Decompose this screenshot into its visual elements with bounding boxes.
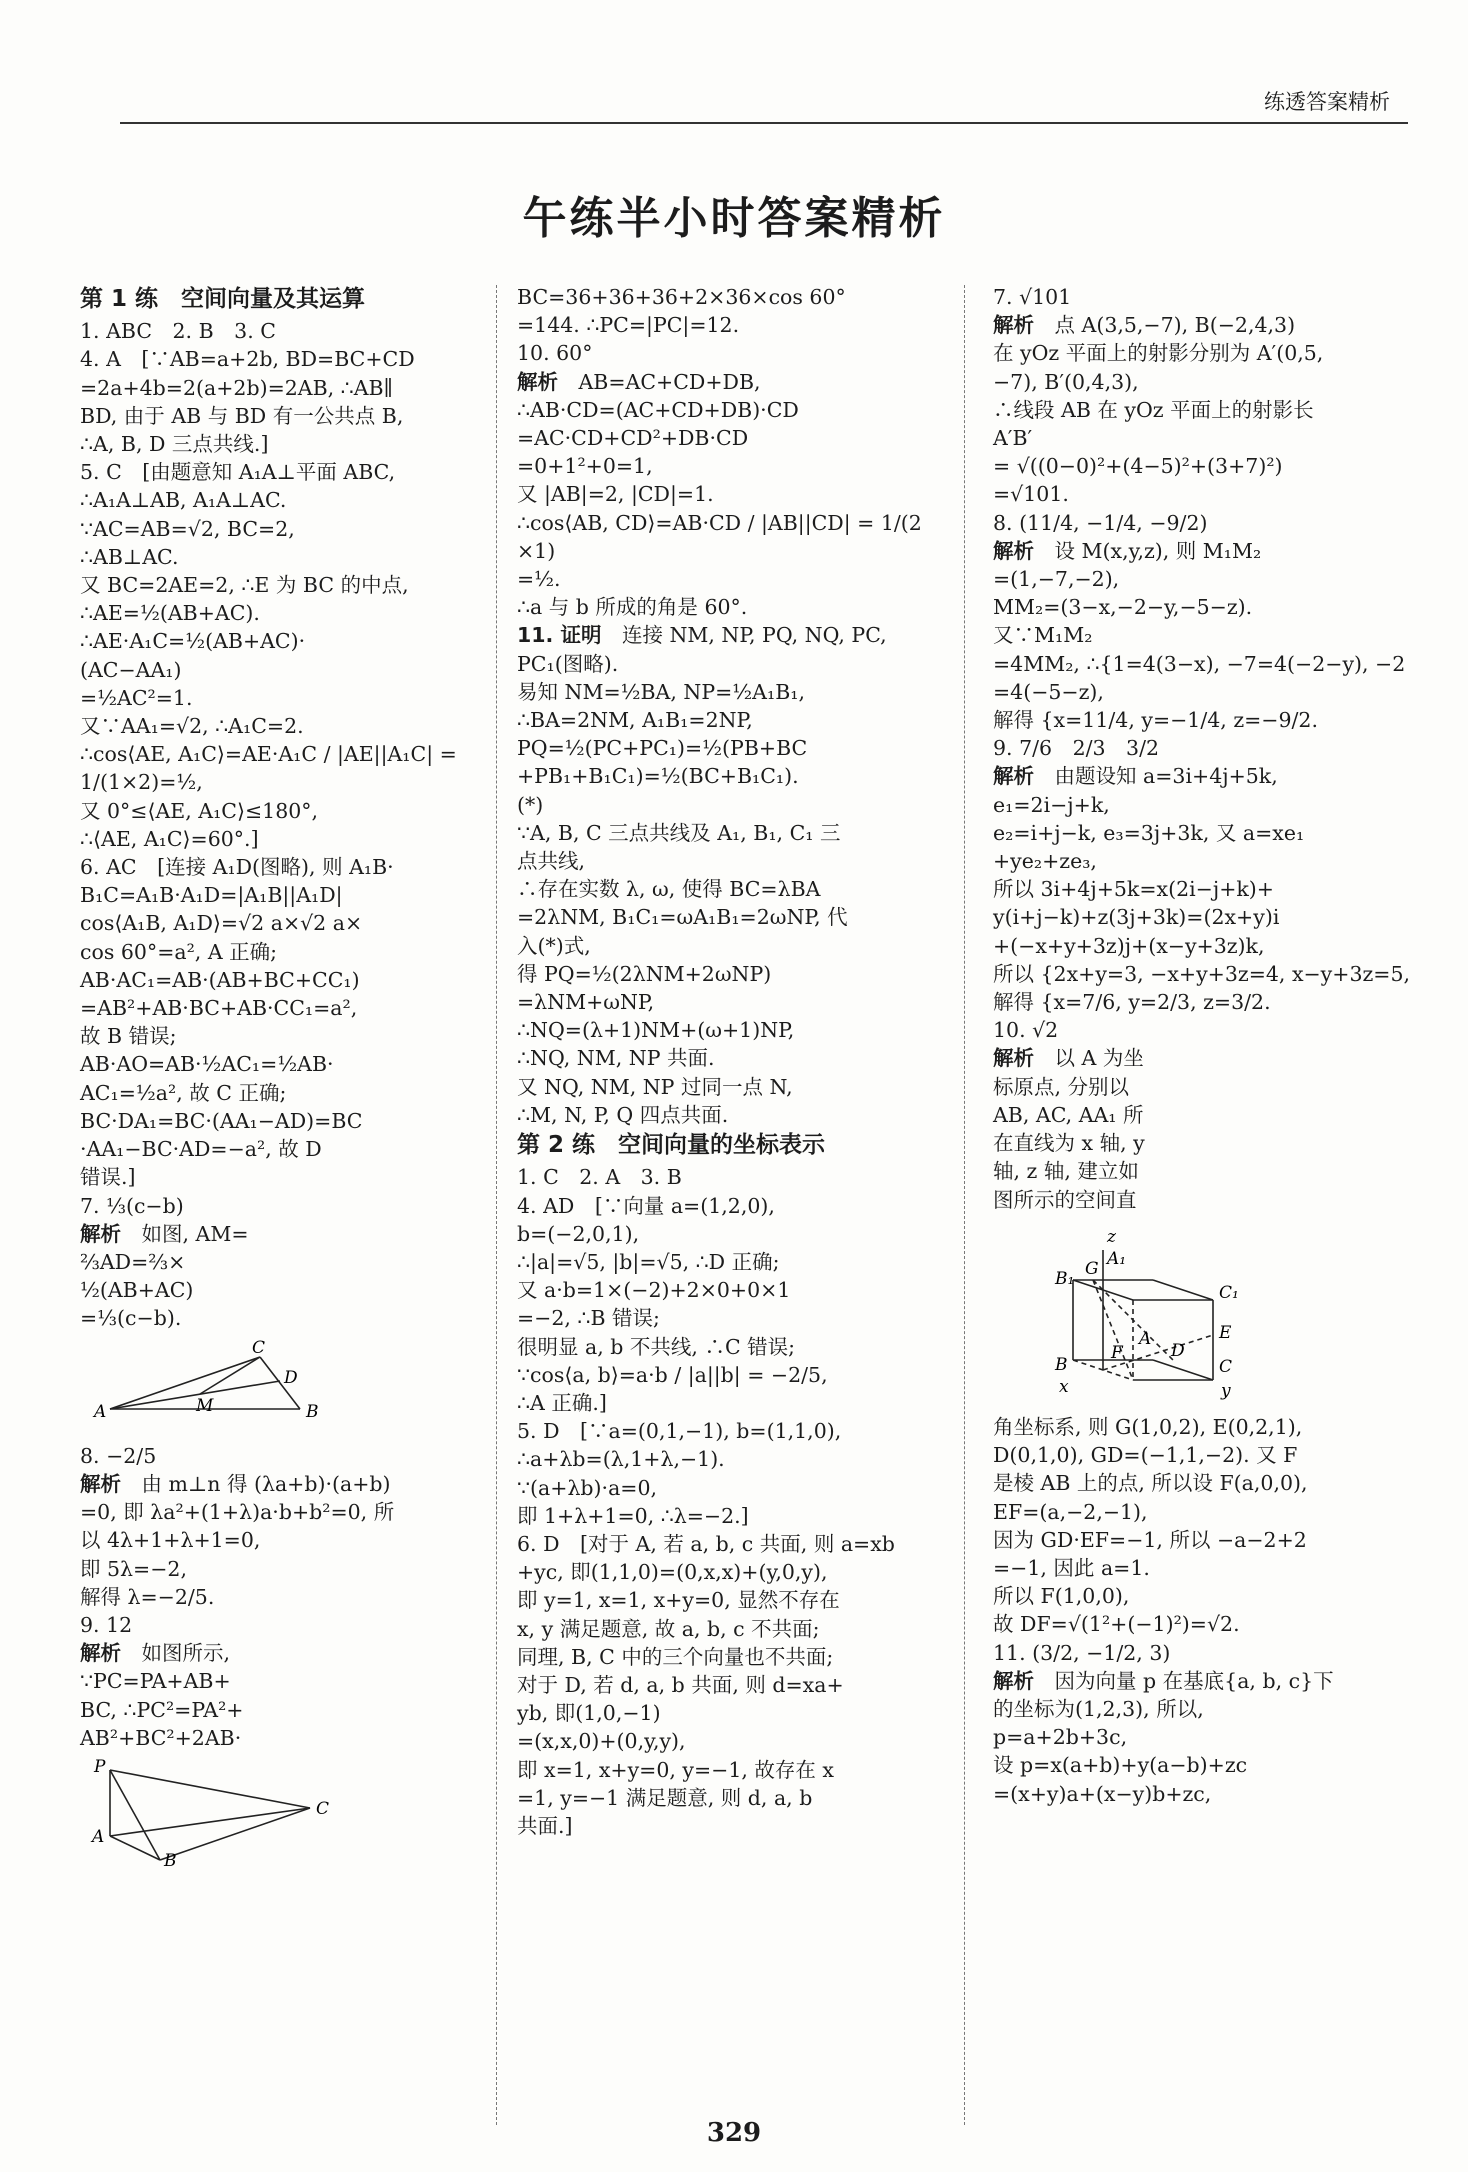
- answer-line: =(1,−7,−2),: [993, 567, 1120, 592]
- answer-line: 即 x=1, x+y=0, y=−1, 故存在 x: [517, 1757, 834, 1782]
- figure-edge: [1153, 1280, 1213, 1300]
- answer-line: (AC−AA₁): [80, 657, 182, 682]
- page-title: 午练半小时答案精析: [522, 193, 946, 244]
- analysis-line: [517, 368, 935, 396]
- analysis-keyword: 解析: [993, 1046, 1055, 1071]
- answer-line: 同理, B, C 中的三个向量也不共面;: [517, 1644, 834, 1669]
- answer-line: ∴AB⊥AC.: [80, 544, 179, 569]
- answer-line: 又 BC=2AE=2, ∴E 为 BC 的中点,: [80, 573, 409, 598]
- answer-line: 1. C 2. A 3. B: [517, 1165, 682, 1190]
- header-rule: [120, 122, 1408, 124]
- answer-line: =AB²+AB·BC+AB·CC₁=a²,: [80, 996, 358, 1021]
- answer-line: =1, y=−1 满足题意, 则 d, a, b: [517, 1785, 813, 1810]
- figure-edge: [160, 1808, 310, 1860]
- column-divider: [496, 285, 497, 2125]
- answer-line: ∴NQ, NM, NP 共面.: [517, 1046, 715, 1071]
- answer-line: b=(−2,0,1),: [517, 1221, 640, 1246]
- label-g: G: [1085, 1258, 1099, 1279]
- answer-line: (*): [517, 792, 544, 817]
- header-section-label: 练透答案精析: [1264, 90, 1390, 114]
- answer-line: 设 p=x(a+b)+y(a−b)+zc: [993, 1753, 1248, 1778]
- answer-line: 入(*)式,: [517, 933, 591, 958]
- answer-line: 9. 12: [80, 1612, 133, 1637]
- answer-line: ∴M, N, P, Q 四点共面.: [517, 1102, 729, 1127]
- analysis-line: [993, 1044, 1413, 1072]
- answer-line: 在 yOz 平面上的射影分别为 A′(0,5,: [993, 341, 1324, 366]
- answer-line: ∴A 正确.]: [517, 1390, 607, 1415]
- analysis-line: [993, 311, 1413, 339]
- answer-line: =√101.: [993, 482, 1069, 507]
- answer-line: 又∵M₁M₂: [993, 623, 1093, 648]
- answer-line: AB·AO=AB·½AC₁=½AB·: [80, 1052, 334, 1077]
- analysis-text: AB=AC+CD+DB,: [578, 369, 761, 394]
- analysis-line: [80, 1470, 485, 1498]
- analysis-keyword: 解析: [993, 313, 1055, 338]
- figure-edge: [110, 1770, 160, 1860]
- label-b: B: [1055, 1354, 1068, 1375]
- answer-line: 6. D [对于 A, 若 a, b, c 共面, 则 a=xb: [517, 1531, 895, 1556]
- answer-line: PC₁(图略).: [517, 651, 619, 676]
- answer-line: ∵PC=PA+AB+: [80, 1669, 231, 1694]
- figure-edge: [1093, 1280, 1133, 1380]
- answer-line: 4. AD [∵向量 a=(1,2,0),: [517, 1193, 775, 1218]
- answer-line: BD, 由于 AB 与 BD 有一公共点 B,: [80, 403, 404, 428]
- section-heading: 第 1 练 空间向量及其运算: [80, 286, 366, 312]
- answer-line: ∴|a|=√5, |b|=√5, ∴D 正确;: [517, 1249, 780, 1274]
- figure-edge: [1153, 1360, 1213, 1380]
- answer-line: =0, 即 λa²+(1+λ)a·b+b²=0, 所: [80, 1500, 395, 1525]
- answer-line: B₁C=A₁B·A₁D=|A₁B||A₁D|: [80, 883, 343, 908]
- answer-line: cos⟨A₁B, A₁D⟩=√2 a×√2 a×: [80, 911, 363, 936]
- answer-line: 9. 7/6 2/3 3/2: [993, 736, 1160, 761]
- answer-line: 5. C [由题意知 A₁A⊥平面 ABC,: [80, 460, 396, 485]
- analysis-line: [80, 1220, 485, 1248]
- answer-line: ∴线段 AB 在 yOz 平面上的射影长: [993, 397, 1314, 422]
- prism-coordinate-figure: [993, 1220, 1413, 1407]
- analysis-text: 如图所示,: [141, 1641, 231, 1666]
- answer-line: 11. (3/2, −1/2, 3): [993, 1640, 1171, 1665]
- answer-line: 因为 GD·EF=−1, 所以 −a−2+2: [993, 1527, 1307, 1552]
- answer-line: AC₁=½a², 故 C 正确;: [80, 1080, 287, 1105]
- answer-line: ∴BA=2NM, A₁B₁=2NP,: [517, 708, 753, 733]
- answer-line: 10. √2: [993, 1018, 1059, 1043]
- figure-edge: [110, 1770, 310, 1808]
- answer-line: 7. √101: [993, 285, 1072, 309]
- label-a: A: [1139, 1328, 1152, 1349]
- answer-line: =0+1²+0=1,: [517, 454, 653, 479]
- answer-line: 又 |AB|=2, |CD|=1.: [517, 482, 714, 507]
- answer-line: =½.: [517, 567, 561, 592]
- answer-line: 4. A [∵AB=a+2b, BD=BC+CD: [80, 347, 415, 372]
- answer-line: D(0,1,0), GD=(−1,1,−2). 又 F: [993, 1443, 1298, 1468]
- label-c: C: [252, 1338, 266, 1358]
- analysis-keyword: 解析: [80, 1641, 142, 1666]
- answer-line: BC·DA₁=BC·(AA₁−AD)=BC: [80, 1108, 363, 1133]
- answer-line: 5. D [∵a=(0,1,−1), b=(1,1,0),: [517, 1419, 842, 1444]
- answer-line: 所以 {2x+y=3, −x+y+3z=4, x−y+3z=5, 解得 {x=7/6, y=2/3, z=3/2.: [993, 961, 1417, 1015]
- answer-line: ⅔AD=⅔×: [80, 1249, 186, 1274]
- answer-line: 是棱 AB 上的点, 所以设 F(a,0,0),: [993, 1471, 1308, 1496]
- answer-line: 8. −2/5: [80, 1443, 157, 1468]
- analysis-keyword: 解析: [993, 538, 1055, 563]
- analysis-text: 因为向量 p 在基底{a, b, c}下: [1054, 1668, 1334, 1693]
- label-c: C: [316, 1798, 330, 1819]
- answer-line: 又 a·b=1×(−2)+2×0+0×1: [517, 1278, 791, 1303]
- answer-line: x, y 满足题意, 故 a, b, c 不共面;: [517, 1616, 820, 1641]
- answer-line: 1. ABC 2. B 3. C: [80, 319, 276, 344]
- label-d: D: [284, 1367, 298, 1388]
- analysis-keyword: 解析: [80, 1221, 142, 1246]
- answer-line: 又∵AA₁=√2, ∴A₁C=2.: [80, 714, 304, 739]
- figure-edge: [110, 1357, 260, 1409]
- label-m: M: [196, 1395, 214, 1416]
- answer-column-1: [80, 283, 485, 1881]
- answer-line: 以 4λ+1+λ+1=0,: [80, 1528, 261, 1553]
- answer-line: 解得 {x=11/4, y=−1/4, z=−9/2.: [993, 708, 1318, 733]
- answer-line: ∵A, B, C 三点共线及 A₁, B₁, C₁ 三: [517, 820, 841, 845]
- analysis-keyword: 解析: [993, 1668, 1055, 1693]
- answer-line: =(x+y)a+(x−y)b+zc,: [993, 1781, 1212, 1806]
- answer-line: 即 5λ=−2,: [80, 1556, 187, 1581]
- answer-line: 图所示的空间直: [993, 1187, 1137, 1212]
- answer-line: ∴cos⟨AE, A₁C⟩=AE·A₁C / |AE||A₁C| =: [80, 742, 457, 767]
- answer-line: e₂=i+j−k, e₃=3j+3k, 又 a=xe₁: [993, 820, 1305, 845]
- answer-line: ½(AB+AC): [80, 1278, 194, 1303]
- analysis-keyword: 解析: [993, 764, 1055, 789]
- answer-line: 1/(1×2)=½,: [80, 770, 203, 795]
- answer-line: ∴⟨AE, A₁C⟩=60°.]: [80, 826, 259, 851]
- analysis-text: 由题设知 a=3i+4j+5k,: [1054, 764, 1278, 789]
- answer-line: =⅓(c−b).: [80, 1306, 182, 1331]
- answer-line: e₁=2i−j+k,: [993, 792, 1110, 817]
- label-f: F: [1111, 1342, 1123, 1363]
- analysis-text: 连接 NM, NP, PQ, NQ, PC,: [621, 623, 887, 648]
- answer-line: ∴NQ=(λ+1)NM+(ω+1)NP,: [517, 1018, 795, 1043]
- answer-line: 角坐标系, 则 G(1,0,2), E(0,2,1),: [993, 1414, 1303, 1439]
- analysis-text: 点 A(3,5,−7), B(−2,4,3): [1054, 313, 1296, 338]
- answer-line: 又 NQ, NM, NP 过同一点 N,: [517, 1074, 793, 1099]
- analysis-line: [993, 537, 1413, 565]
- answer-column-3: [993, 283, 1417, 1808]
- answer-line: 共面.]: [517, 1813, 573, 1838]
- answer-line: ∵(a+λb)·a=0,: [517, 1475, 658, 1500]
- label-c1: C₁: [1219, 1282, 1239, 1303]
- answer-line: ∴a+λb=(λ,1+λ,−1).: [517, 1447, 725, 1472]
- answer-line: 所以 F(1,0,0),: [993, 1584, 1130, 1609]
- answer-line: =AC·CD+CD²+DB·CD: [517, 426, 749, 451]
- answer-line: AB, AC, AA₁ 所: [993, 1102, 1144, 1127]
- label-a: A: [92, 1826, 105, 1847]
- answer-line: A′B′: [993, 426, 1033, 451]
- label-b: B: [306, 1401, 319, 1422]
- answer-line: EF=(a,−2,−1),: [993, 1499, 1148, 1524]
- analysis-text: 由 m⊥n 得 (λa+b)·(a+b): [141, 1471, 391, 1496]
- answer-line: y(i+j−k)+z(3j+3k)=(2x+y)i: [993, 905, 1280, 930]
- answer-column-2: [517, 283, 935, 1840]
- answer-line: 易知 NM=½BA, NP=½A₁B₁,: [517, 679, 805, 704]
- answer-line: 即 1+λ+1=0, ∴λ=−2.]: [517, 1503, 749, 1528]
- analysis-text: 如图, AM=: [141, 1221, 249, 1246]
- tetrahedron-pabc-figure: [80, 1758, 485, 1875]
- answer-line: MM₂=(3−x,−2−y,−5−z).: [993, 595, 1253, 620]
- answer-line: AB·AC₁=AB·(AB+BC+CC₁): [80, 967, 360, 992]
- answer-line: ∴AE·A₁C=½(AB+AC)·: [80, 629, 306, 654]
- answer-line: =2λNM, B₁C₁=ωA₁B₁=2ωNP, 代: [517, 905, 848, 930]
- answer-line: 对于 D, 若 d, a, b 共面, 则 d=xa+: [517, 1672, 844, 1697]
- answer-line: −7), B′(0,4,3),: [993, 369, 1139, 394]
- answer-line: 故 DF=√(1²+(−1)²)=√2.: [993, 1612, 1240, 1637]
- answer-line: ∵AC=AB=√2, BC=2,: [80, 516, 295, 541]
- label-p: P: [94, 1757, 106, 1777]
- answer-line: =−2, ∴B 错误;: [517, 1306, 660, 1331]
- answer-line: =−1, 因此 a=1.: [993, 1555, 1150, 1580]
- label-a1: A₁: [1107, 1248, 1127, 1269]
- answer-line: 的坐标为(1,2,3), 所以,: [993, 1696, 1204, 1721]
- answer-line: PQ=½(PC+PC₁)=½(PB+BC: [517, 736, 808, 761]
- answer-line: AB²+BC²+2AB·: [80, 1725, 242, 1750]
- label-b: B: [164, 1850, 177, 1868]
- answer-line: 又 0°≤⟨AE, A₁C⟩≤180°,: [80, 798, 319, 823]
- label-c: C: [1219, 1356, 1233, 1377]
- answer-line: =λNM+ωNP,: [517, 990, 655, 1015]
- analysis-text: 以 A 为坐: [1054, 1046, 1144, 1071]
- analysis-keyword: 11. 证明: [517, 623, 622, 648]
- label-z: z: [1107, 1226, 1116, 1247]
- answer-line: ·AA₁−BC·AD=−a², 故 D: [80, 1137, 322, 1162]
- analysis-line: [80, 1639, 485, 1667]
- answer-line: yb, 即(1,0,−1): [517, 1701, 661, 1726]
- answer-line: 在直线为 x 轴, y: [993, 1131, 1145, 1156]
- answer-line: =½AC²=1.: [80, 685, 193, 710]
- answer-line: 得 PQ=½(2λNM+2ωNP): [517, 961, 772, 986]
- answer-line: ∴AE=½(AB+AC).: [80, 601, 260, 626]
- answer-line: ∴A₁A⊥AB, A₁A⊥AC.: [80, 488, 287, 513]
- answer-line: +yc, 即(1,1,0)=(0,x,x)+(y,0,y),: [517, 1560, 828, 1585]
- answer-line: ∴a 与 b 所成的角是 60°.: [517, 595, 748, 620]
- analysis-keyword: 解析: [80, 1471, 142, 1496]
- answer-line: 8. (11/4, −1/4, −9/2): [993, 510, 1208, 535]
- answer-line: BC=36+36+36+2×36×cos 60°: [517, 285, 846, 309]
- figure-edge: [110, 1808, 310, 1836]
- page-number: 329: [706, 2118, 762, 2148]
- answer-line: 6. AC [连接 A₁D(图略), 则 A₁B·: [80, 855, 394, 880]
- answer-line: ∴cos⟨AB, CD⟩=AB·CD / |AB||CD| = 1/(2×1): [517, 510, 922, 563]
- section-heading: 第 2 练 空间向量的坐标表示: [517, 1132, 826, 1159]
- answer-line: 10. 60°: [517, 341, 593, 366]
- label-x: x: [1059, 1376, 1069, 1397]
- answer-line: 很明显 a, b 不共线, ∴C 错误;: [517, 1334, 796, 1359]
- label-y: y: [1221, 1380, 1231, 1400]
- answer-line: =4MM₂, ∴{1=4(3−x), −7=4(−2−y), −2=4(−5−z),: [993, 651, 1406, 704]
- answer-line: ∵cos⟨a, b⟩=a·b / |a||b| = −2/5,: [517, 1362, 828, 1387]
- answer-line: 点共线,: [517, 849, 586, 874]
- analysis-text: 设 M(x,y,z), 则 M₁M₂: [1054, 538, 1262, 563]
- answer-line: =2a+4b=2(a+2b)=2AB, ∴AB∥: [80, 375, 394, 400]
- analysis-line: [993, 762, 1413, 790]
- answer-line: =(x,x,0)+(0,y,y),: [517, 1729, 686, 1754]
- answer-line: +ye₂+ze₃,: [993, 849, 1097, 874]
- answer-line: ∴存在实数 λ, ω, 使得 BC=λBA: [517, 877, 821, 902]
- answer-line: +(−x+y+3z)j+(x−y+3z)k,: [993, 933, 1265, 958]
- analysis-line: [517, 621, 935, 649]
- answer-line: ∴A, B, D 三点共线.]: [80, 432, 269, 457]
- label-a: A: [94, 1401, 107, 1422]
- figure-edge: [110, 1381, 280, 1409]
- triangle-abc-figure: [80, 1339, 485, 1436]
- answer-line: 错误.]: [80, 1165, 136, 1190]
- answer-line: +PB₁+B₁C₁)=½(BC+B₁C₁).: [517, 764, 799, 789]
- answer-line: 即 y=1, x=1, x+y=0, 显然不存在: [517, 1588, 840, 1613]
- answer-line: 所以 3i+4j+5k=x(2i−j+k)+: [993, 877, 1274, 902]
- label-d: D: [1171, 1340, 1185, 1361]
- analysis-line: [993, 1667, 1413, 1695]
- answer-line: = √((0−0)²+(4−5)²+(3+7)²): [993, 454, 1283, 479]
- answer-line: cos 60°=a², A 正确;: [80, 939, 278, 964]
- label-b1: B₁: [1055, 1268, 1075, 1289]
- answer-line: 标原点, 分别以: [993, 1074, 1130, 1099]
- answer-line: 7. ⅓(c−b): [80, 1193, 184, 1218]
- answer-line: =144. ∴PC=|PC|=12.: [517, 313, 740, 338]
- answer-line: ∴AB·CD=(AC+CD+DB)·CD: [517, 397, 799, 422]
- answer-line: 轴, z 轴, 建立如: [993, 1159, 1139, 1184]
- answer-line: 解得 λ=−2/5.: [80, 1584, 215, 1609]
- answer-line: p=a+2b+3c,: [993, 1725, 1128, 1750]
- answer-line: 故 B 错误;: [80, 1024, 177, 1049]
- analysis-keyword: 解析: [517, 369, 579, 394]
- column-divider: [964, 285, 965, 2125]
- answer-line: BC, ∴PC²=PA²+: [80, 1697, 244, 1722]
- label-e: E: [1219, 1322, 1232, 1343]
